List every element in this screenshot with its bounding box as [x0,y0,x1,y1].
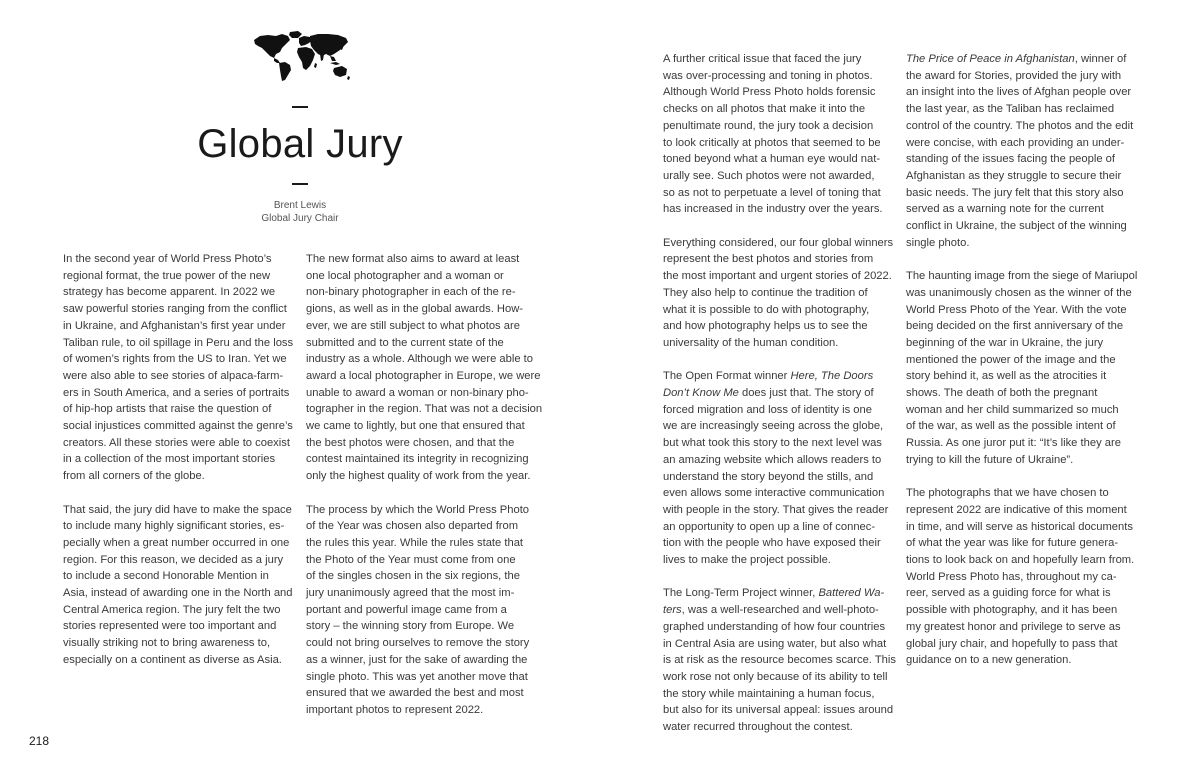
text-line: the rules this year. While the rules state that [306,536,524,549]
text-line: contest maintained its integrity in recognizing [306,453,529,466]
text-line: reer, served as a guiding force for what is [906,587,1111,600]
page-title: Global Jury [197,122,403,166]
text-line: ters, was a well-researched and well-photo- [663,604,879,617]
paragraph [63,251,303,485]
text-line: what it is possible to do with photography, [663,303,870,316]
text-line: water recurred throughout the contest. [663,721,853,734]
text-line: to include a second Honorable Mention in [63,570,269,583]
text-line: but also for its universal appeal: issues around [663,704,894,717]
text-line: The Open Format winner Here, The Doors [663,370,874,383]
text-line: toned beyond what a human eye would nat- [663,153,881,166]
text-line: and how photography helps us to see the [663,320,868,333]
text-column-2 [306,251,546,735]
text-line: saw powerful stories ranging from the conflict [63,303,287,316]
text-line: with people in the story. That gives the reader [663,503,889,516]
text-line: tions to look back on and hopefully learn from. [906,554,1135,567]
text-line: of the war, as well as the possible intent of [906,420,1116,433]
text-line: Taliban rule, to oil spillage in Peru and the loss [63,336,294,349]
text-line: my greatest honor and privilege to serve as [906,620,1121,633]
text-line: the story while maintaining a human focus, [663,687,875,700]
text-line: possible with photography, and it has been [906,604,1118,617]
text-column-3 [663,51,903,752]
author-role: Global Jury Chair [261,213,339,224]
text-line: submitted and to the current state of the [306,336,504,349]
paragraph [906,485,1146,669]
text-line: in Ukraine, and Afghanistan’s first year under [63,319,286,332]
text-line: mentioned the power of the image and the [906,353,1116,366]
text-line: story – the winning story from Europe. We [306,620,515,633]
text-line: region. For this reason, we decided as a jury [63,553,284,566]
text-line: unable to award a woman or non-binary pho- [306,386,529,399]
text-line: Asia, instead of awarding one in the North and [63,587,293,600]
text-line: ers in South America, and a series of portraits [63,386,290,399]
text-line: in a collection of the most important stories [63,453,276,466]
text-line: universality of the human condition. [663,336,839,349]
text-line: single photo. [906,236,970,249]
text-line: of the Year was chosen also departed from [306,520,519,533]
text-line: ever, we are still subject to what photos are [306,319,520,332]
text-line: Russia. As one juror put it: “It’s like they are [906,437,1121,450]
text-line: shows. The death of both the pregnant [906,387,1098,400]
text-line: served as a warning note for the current [906,203,1104,216]
text-line: global jury chair, and hopefully to pass that [906,637,1118,650]
text-line: pecially when a great number occurred in one [63,536,290,549]
text-line: but what took this story to the next level was [663,437,882,450]
text-line: could not bring ourselves to remove the story [306,637,530,650]
text-line: checks on all photos that make it into the [663,103,866,116]
text-line: the most important and urgent stories of 2022. [663,270,892,283]
text-line: is at risk as the resource becomes scarce. This [663,654,896,667]
text-line: was unanimously chosen as the winner of the [906,286,1132,299]
text-line: the best photos were chosen, and that the [306,436,515,449]
text-line: The Long-Term Project winner, Battered Wa- [663,587,885,600]
text-line: important photos to represent 2022. [306,703,484,716]
text-line: so as not to perpetuate a level of toning that [663,186,881,199]
text-line: tographer in the region. That was not a decision [306,403,543,416]
text-line: were concise, with each providing an under- [906,136,1125,149]
text-line: World Press Photo of the Year. With the vote [906,303,1127,316]
text-line: conflict in Ukraine, the subject of the winning [906,220,1127,233]
text-line: graphed understanding of how four countries [663,620,886,633]
text-line: The Price of Peace in Afghanistan, winner of [906,53,1127,65]
page-number: 218 [29,734,50,748]
text-line: the Photo of the Year must come from one [306,553,516,566]
text-line: World Press Photo has, throughout my ca- [906,570,1117,583]
text-line: portant and powerful image came from a [306,603,507,616]
text-line: of the singles chosen in the six regions, the [306,570,520,583]
text-line: being decided on the first anniversary of the [906,320,1124,333]
text-line: creators. All these stories were able to coexist [63,436,290,449]
text-line: The process by which the World Press Photo [306,503,530,516]
text-line: A further critical issue that faced the jury [663,53,862,65]
paragraph [306,502,546,719]
text-line: ensured that we awarded the best and most [306,687,524,700]
text-line: in Central Asia are using water, but also what [663,637,887,650]
text-line: we came to lightly, but one that ensured that [306,420,525,433]
text-line: visually striking not to bring awareness to, [63,637,271,650]
text-line: urally see. Such photos were not awarded, [663,169,875,182]
text-line: Although World Press Photo holds forensic [663,86,876,99]
text-line: from all corners of the globe. [63,470,205,483]
text-line: penultimate round, the jury took a decision [663,119,874,132]
text-line: That said, the jury did have to make the space [63,503,292,516]
text-line: an amazing website which allows readers to [663,453,882,466]
text-line: as a winner, just for the sake of awarding the [306,653,528,666]
text-line: guidance on to a new generation. [906,654,1072,667]
text-line: control of the country. The photos and the edit [906,119,1134,132]
text-line: forced migration and loss of identity is one [663,403,872,416]
text-line: even allows some interactive communication [663,487,885,500]
text-line: gions, as well as in the global awards. How- [306,303,524,316]
text-line: non-binary photographer in each of the re- [306,286,516,299]
text-line: only the highest quality of work from the year. [306,470,531,483]
text-line: regional format, the true power of the new [63,269,271,282]
text-line: award a local photographer in Europe, we were [306,369,541,382]
paragraph [663,235,903,352]
text-line: The new format also aims to award at least [306,253,520,265]
text-line: Central America region. The jury felt the two [63,603,281,616]
text-line: tion with the people who have exposed their [663,537,881,550]
text-line: represent the best photos and stories from [663,253,874,266]
text-line: has increased in the industry over the years. [663,203,883,216]
text-line: was over-processing and toning in photos. [663,69,873,82]
title-dash-top [292,106,308,108]
author-name: Brent Lewis [273,200,327,211]
text-line: were also able to see stories of alpaca-farm- [63,369,284,382]
text-line: They also help to continue the tradition of [663,286,868,299]
text-column-4 [906,51,1146,686]
text-line: stories represented were too important and [63,620,277,633]
text-line: single photo. This was yet another move that [306,670,528,683]
byline [200,199,400,225]
text-line: Afghanistan as they struggle to secure their [906,169,1122,182]
text-line: lives to make the project possible. [663,554,831,567]
text-line: work rose not only because of its ability to tell [663,670,888,683]
text-line: standing of the issues facing the people of [906,153,1115,166]
text-line: Everything considered, our four global winners [663,236,894,249]
text-line: an insight into the lives of Afghan people over [906,86,1132,99]
text-line: understand the story beyond the stills, and [663,470,874,483]
text-line: the award for Stories, provided the jury with [906,69,1122,82]
text-line: one local photographer and a woman or [306,269,504,282]
paragraph [663,585,903,735]
text-line: to include many highly significant stories, es- [63,520,285,533]
paragraph [906,268,1146,468]
text-line: in time, and will serve as historical documents [906,520,1133,533]
text-line: the last year, as the Taliban has reclaimed [906,103,1115,116]
text-line: to look critically at photos that seemed to be [663,136,881,149]
paragraph [906,51,1146,251]
text-line: of hip-hop artists that raise the question of [63,403,272,416]
text-line: of what the year was like for future genera- [906,537,1119,550]
text-line: The haunting image from the siege of Mariupol [906,270,1138,283]
text-line: represent 2022 are indicative of this moment [906,503,1127,516]
text-line: story behind it, as well as the atrocities it [906,370,1107,383]
text-line: industry as a whole. Although we were able to [306,353,533,366]
text-line: of women’s rights from the US to Iran. Yet we [63,353,287,366]
text-line: basic needs. The jury felt that this story also [906,186,1124,199]
text-line: especially on a continent as diverse as Asia. [63,653,282,666]
paragraph [663,368,903,568]
paragraph [306,251,546,485]
world-map-icon [252,30,350,82]
text-line: social injustices committed against the genre’s [63,420,293,433]
text-line: woman and her child summarized so much [906,403,1119,416]
text-line: Don’t Know Me does just that. The story of [663,387,874,400]
text-line: trying to kill the future of Ukraine”. [906,453,1074,466]
paragraph [63,502,303,669]
text-line: The photographs that we have chosen to [906,487,1109,500]
text-line: we are increasingly seeing across the globe, [663,420,884,433]
title-dash-bottom [292,183,308,185]
text-line: beginning of the war in Ukraine, the jury [906,336,1104,349]
paragraph [663,51,903,218]
text-column-1 [63,251,303,685]
text-line: In the second year of World Press Photo’s [63,253,272,265]
text-line: strategy has become apparent. In 2022 we [63,286,276,299]
text-line: an opportunity to open up a line of connec- [663,520,876,533]
text-line: jury unanimously agreed that the most im- [306,587,515,600]
